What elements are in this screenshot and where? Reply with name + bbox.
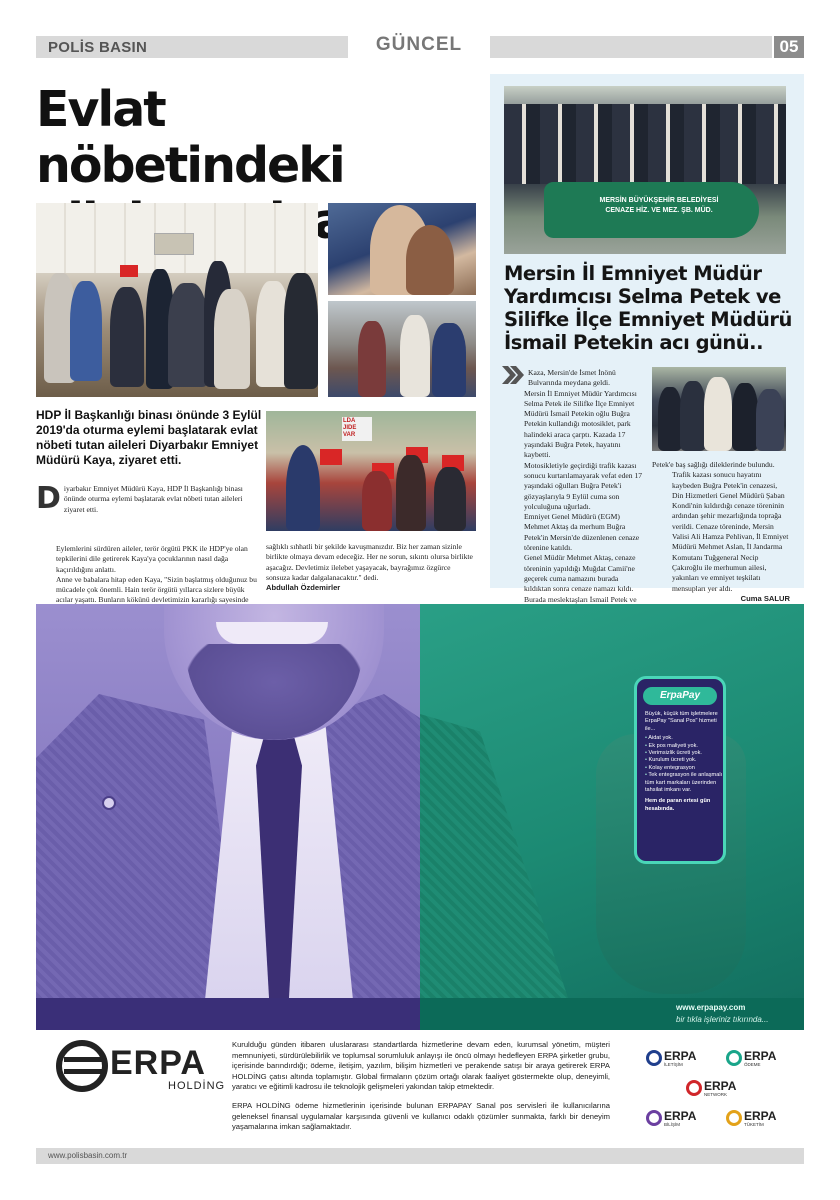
protest-photo [266,411,476,531]
brand-erpa-tuketim: ERPA TÜKETİM [726,1108,800,1128]
erpapay-logo: ErpaPay [643,687,717,705]
article-para-4: sağlıklı sıhhatli bir şekilde kavuşmanızdır. Biz her zaman sizinle birlikte olmaya devam edeceğiz. Her ne sorun, sıkıntı olursa birlikte aşacağız. Devletimiz ilelebet yaşayacak, bayrağımız özgürce sonsuza kadar dalgalanacaktır." dedi. [266,542,473,582]
article2-para-7: Trafik kazası sonucu hayatını kaybeden Buğra Petek'in cenazesi, Din Hizmetleri Genel Müdürü Şaban Kondi'nin kıldırdığı cenaze töreninin ardından şehir mezarlığında toprağa verildi. Cenaze töreninde, Mersin Valisi Ali Hamza Pehlivan, İl Emniyet Müdürü Mehmet Aslan, İl Jandarma Komutanı Tuğgeneral Necip Çakıroğlu ile merhumun ailesi, yakınları ve emniyet teşkilatı mensupları yer aldı. [672,470,789,593]
coffin-label: MERSİN BÜYÜKŞEHİR BELEDİYESİ CENAZE HİZ. VE MEZ. ŞB. MÜD. [599,197,719,214]
families-photo [328,301,476,397]
brand-erpa-bilisim: ERPA BİLİŞİM [646,1108,720,1128]
phone-feature: • Aidat yok. [645,735,723,742]
article2-byline: Cuma SALUR [740,593,790,603]
article2-para-3: Motosikletiyle geçirdiği trafik kazası sonucu kurtarılamayarak vefat eden 17 yaşındaki oğulları Buğra Petek'i gözyaşlarıyla 9 Eylül cuma son yolculuğuna uğurladı. [524,460,643,511]
footer-url[interactable]: www.polisbasin.com.tr [48,1151,128,1160]
ad-panel-left [36,604,420,998]
brand-icon [726,1110,742,1126]
brand-icon [726,1050,742,1066]
section-label: POLİS BASIN [48,39,148,56]
brand-icon [646,1110,662,1126]
brand-erpa-odeme: ERPA ÖDEME [726,1048,800,1068]
article2-para-5: Genel Müdür Mehmet Aktaş, cenaze töreninin yapıldığı Muğdat Camii'ne geçerek cuma namazını burada kıldıktan sonra cenaze namazı kıldı. Burada meslektaşları İsmail Petek ve [524,553,637,604]
phone-feature: • Verimsizlik ücreti yok. [645,750,723,757]
tent-visit-photo [36,203,318,397]
phone-feature: • Tek entegrasyon ile anlaşmalı tüm kart markaları üzerinden tahsilat imkanı var. [645,772,723,794]
phone-feature: • Kurulum ücreti yok. [645,757,723,764]
article-subhead: HDP İl Başkanlığı binası önünde 3 Eylül 2019'da oturma eylemi başlatarak evlat nöbeti tutan aileleri Diyarbakır Emniyet Müdürü Kaya, ziyaret etti. [36,408,262,467]
article2-headline: Mersin İl Emniyet Müdür Yardımcısı Selma Petek ve Silifke İlçe Emniyet Müdürü İsmail Petekin acı günü.. [504,262,792,354]
article2-para-4: Emniyet Genel Müdürü (EGM) Mehmet Aktaş da merhum Buğra Petek'in Mersin'de düzenlenen cenaze törenine katıldı. [524,512,640,553]
erpa-holding-logo [56,1040,226,1096]
article-para-3: Anne ve babalara hitap eden Kaya, "Sizin başlatmış olduğunuz bu mücadele çok önemli. Hain terör örgütü yıllarca sizlere büyük acılar yaşattı. Bunların kökünü devletimizin kararlığı sayesinde [56,574,257,605]
phone-outro: Hem de paran ertesi gün hesabında. [645,798,711,812]
brand-erpa-network: ERPA NETWORK [686,1078,760,1098]
phone-feature: • Kolay entegrasyon [645,765,723,772]
phone-feature-list [645,735,723,794]
article-byline: Abdullah Özdemirler [266,583,341,593]
corporate-description [232,1040,610,1133]
article-para-1: iyarbakır Emniyet Müdürü Kaya, HDP İl Başkanlığı binası önünde oturma eylemi başlatarak evlat nöbeti tutan aileleri ziyaret etti. [63,484,243,514]
corporate-para-1: Kurulduğu günden itibaren uluslararası standartlarda hizmetlerine devam eden, kurumsal yönetim, müşteri memnuniyeti, sürdürülebilirlik ve toplumsal sorumluluk anlayışı ile öncü olmayı hedefleyen ERPA şirketler grubu, içerisinde barındırdığı; ödeme, iletişim, yazılım, bilişim hizmetleri ve perakende satışı bir araya getirerek ERPA HOLDİNG çatısı altında toplamıştır. Global firmaların çözüm ortağı olarak faaliyet göstermekte olup, deneyimli, yaratıcı ve eğitimli kadrosu ile teknolojik gelişmeleri yakından takip etmektedir. [232,1040,610,1092]
ad-strip-left [36,998,420,1030]
page-number: 05 [774,36,804,58]
section-label-bar [36,36,348,58]
brand-erpa-iletisim: ERPA İLETİŞİM [646,1048,720,1068]
protest-banner: LDA JIDE VAR [342,417,372,441]
erpa-logo-word: ERPA [110,1044,206,1082]
erpa-logo-sub: HOLDİNG [168,1080,226,1092]
child-kiss-photo [328,203,476,295]
article-body-col2 [266,542,476,593]
phone-intro: Büyük, küçük tüm işletmelere ErpaPay "Sanal Pos" hizmeti ile... [645,711,718,732]
article2-body-col2 [652,460,790,604]
ad-slogan: bir tıkla işleriniz tıkırında... [676,1015,769,1024]
article2-para-1: Kaza, Mersin'de İsmet İnönü Bulvarında meydana geldi. [528,368,616,388]
ad-strip-right [420,998,804,1030]
funeral-photo [504,86,786,254]
brand-icon [646,1050,662,1066]
brand-icon [686,1080,702,1096]
funeral-crowd-photo [652,367,786,451]
article-headline: Evlat nöbetindeki [36,81,344,194]
erpa-logo-icon [56,1040,108,1092]
phone-screen-text [645,711,723,813]
category-label: GÜNCEL [375,34,463,55]
phone-feature: • Ek pos maliyeti yok. [645,743,723,750]
ad-panel-right [420,604,804,998]
article2-body-col1 [504,368,646,615]
erpapay-phone [634,676,726,864]
drop-cap: D [36,481,61,516]
article2-para-6: Petek'e baş sağlığı dileklerinde bulundu. [652,460,775,469]
article-para-2: Eylemlerini sürdüren aileler, terör örgütü PKK ile HDP'ye olan tepkilerini dile getirerek Kaya'ya çocuklarının nasıl dağa kaçırıldığını anlattı. [56,544,248,574]
article2-para-2: Mersin İl Emniyet Müdür Yardımcısı Selma Petek ile Silifke İlçe Emniyet Müdürü İsmail Petekin oğlu Buğra Petekin kullandığı motosiklet, park halindeki araca çarptı. Kazada 17 yaşındaki Buğra Petek, hayatını kaybetti. [524,388,637,460]
ad-url-link[interactable]: www.erpapay.com [676,1003,746,1012]
footer-bar [36,1148,804,1164]
lapel-pin-icon [102,796,116,810]
header-bar-right [490,36,772,58]
corporate-para-2: ERPA HOLDİNG ödeme hizmetlerinin içerisinde bulunan ERPAPAY Sanal pos servisleri ile kullanıcılarına geleneksel finansal uygulamalar karşısında güvenli ve kullanıcı odaklı çözümler sunmakta, farklı bir deneyim yaşamalarına imkan sağlamaktadır. [232,1100,610,1132]
article-body-col1 [36,481,262,516]
